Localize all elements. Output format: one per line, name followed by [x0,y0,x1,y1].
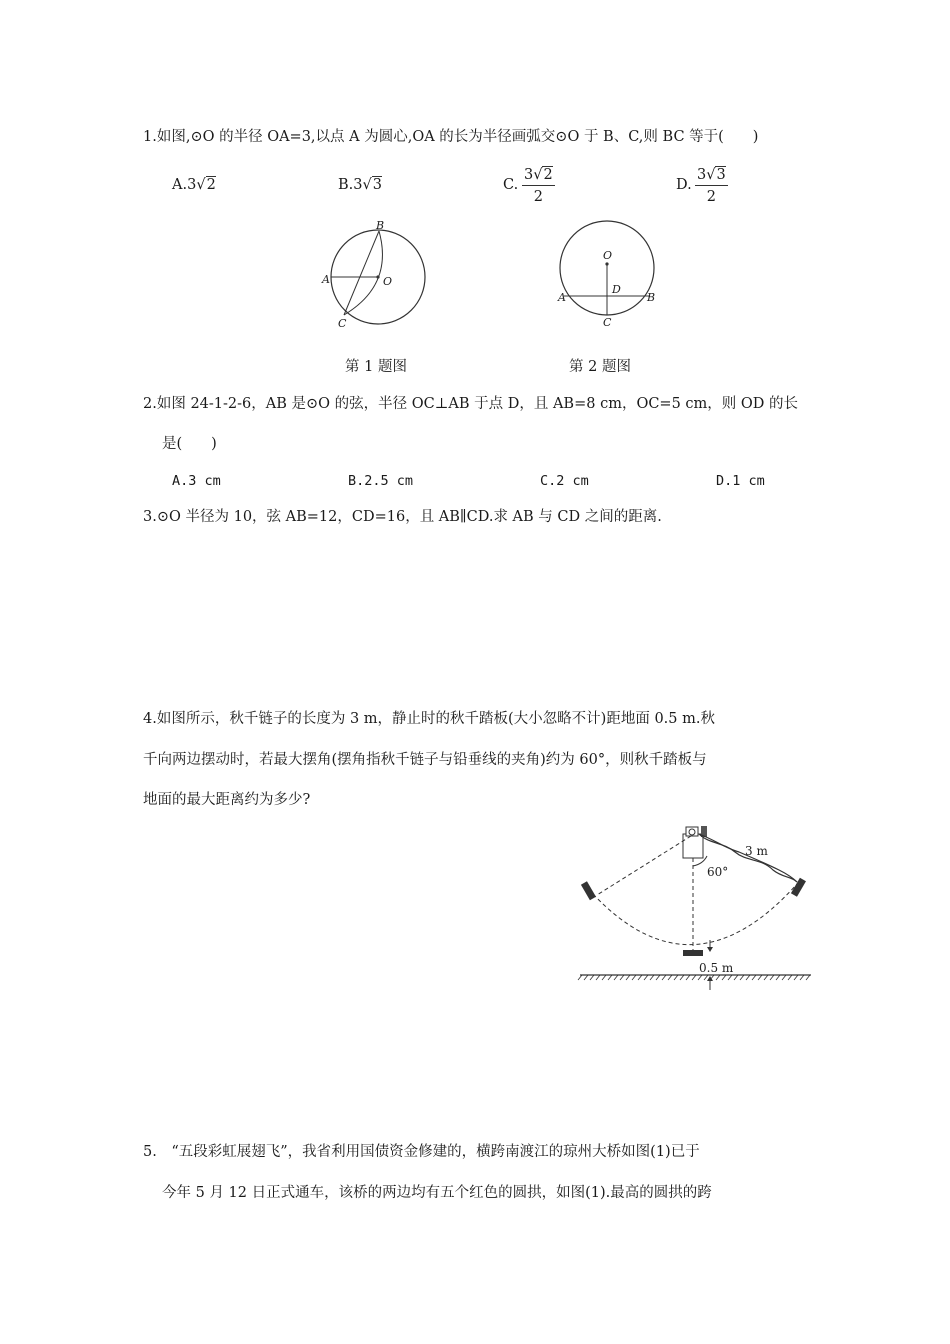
q1-option-d-numerator: 3 [697,167,707,183]
q1-option-d-label: D. [676,177,692,193]
sqrt-symbol: √ [196,177,206,193]
right-seat [791,878,806,897]
q1-option-c-numerator: 3 [524,167,534,183]
height-arrowhead-top [707,947,713,952]
q1-option-d-denominator: 2 [706,189,716,205]
sqrt-symbol: √ [533,167,543,183]
left-seat [581,881,596,900]
label-o: O [603,249,613,262]
q5-text-line2: 今年 5 月 12 日正式通车，该桥的两边均有五个红色的圆拱，如图(1).最高的圆拱的跨 [162,1185,712,1201]
label-b: B [376,219,385,232]
q1-option-c-fraction [522,165,555,208]
label-d: D [612,283,621,296]
q4-text-line3: 地面的最大距离约为多少? [143,792,311,808]
q1-option-b-label: B.3 [338,177,363,193]
q2-option-a: A.3 cm [172,473,221,489]
q2-text-line1: 2.如图 24-1-2-6，AB 是⊙O 的弦，半径 OC⊥AB 于点 D，且 AB=8 cm，OC=5 cm，则 OD 的长 [143,396,799,412]
q2-option-b: B.2.5 cm [348,473,414,489]
height-label: 0.5 m [699,961,734,975]
pivot-mount [683,834,703,858]
point-o [605,262,608,265]
q1-option-c-radicand: 2 [543,167,553,183]
q1-option-a-label: A.3 [172,177,197,193]
label-a: A [558,291,566,304]
label-b: B [647,291,656,304]
q1-figure-caption: 第 1 题图 [345,359,407,375]
rest-seat [683,950,703,956]
q2-text-line2: 是( ) [162,436,217,452]
q1-option-a [172,175,216,195]
angle-label: 60° [707,865,729,879]
q4-text-line2: 千向两边摆动时，若最大摆角(摆角指秋千链子与铅垂线的夹角)约为 60°，则秋千踏板与 [143,752,707,768]
q1-option-b [338,175,382,195]
swing-arc [593,884,797,945]
q1-option-c-label: C. [503,177,519,193]
chain-length-label: 3 m [745,844,768,858]
q4-text-line1: 4.如图所示，秋千链子的长度为 3 m，静止时的秋千踏板(大小忽略不计)距地面 0.5 m.秋 [143,711,715,727]
q1-text: 1.如图,⊙O 的半径 OA=3,以点 A 为圆心,OA 的长为半径画弧交⊙O 于 B、C,则 BC 等于( ) [143,129,759,145]
q1-option-c-denominator: 2 [533,189,543,205]
point-o [376,275,379,278]
q2-figure [555,215,665,330]
label-c: C [603,316,612,329]
q2-option-d: D.1 cm [716,473,765,489]
q1-option-a-radicand: 2 [206,177,216,193]
q3-text: 3.⊙O 半径为 10，弦 AB=12，CD=16，且 AB∥CD.求 AB 与 CD 之间的距离. [143,509,662,525]
label-c: C [338,317,347,330]
q2-figure-caption: 第 2 题图 [569,359,631,375]
q1-option-d-radicand: 3 [716,167,726,183]
q4-swing-figure [575,820,820,995]
sqrt-symbol: √ [706,167,716,183]
q1-option-b-radicand: 3 [372,177,382,193]
label-a: A [322,273,330,286]
label-o: O [383,275,393,288]
sqrt-symbol: √ [362,177,372,193]
q5-text-line1: 5. “五段彩虹展翅飞”，我省利用国债资金修建的，横跨南渡江的琼州大桥如图(1)已于 [143,1144,700,1160]
left-dashed-chain [597,836,691,895]
q1-option-d-fraction [695,165,728,208]
q1-figure [320,215,440,330]
q2-option-c: C.2 cm [540,473,589,489]
ground-hatching [578,975,810,980]
